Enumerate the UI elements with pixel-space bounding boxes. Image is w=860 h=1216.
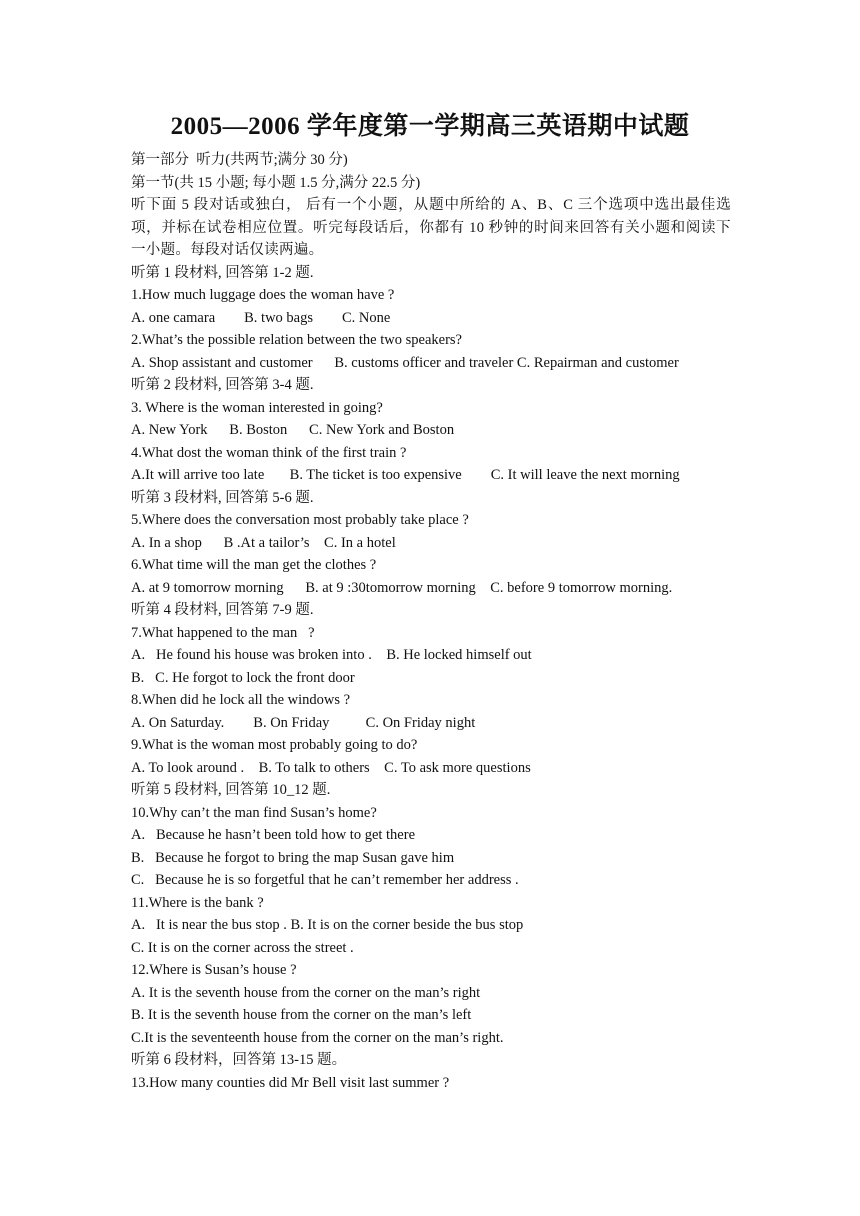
exam-title: 2005—2006 学年度第一学期高三英语期中试题 [170, 113, 690, 140]
text-line: 8.When did he lock all the windows ? [131, 692, 351, 708]
text-line: 10.Why can’t the man find Susan’s home? [131, 804, 377, 821]
text-line: 听第 3 段材料, 回答第 5-6 题. [131, 489, 314, 506]
text-line: 9.What is the woman most probably going to do? [131, 737, 418, 753]
text-line: 4.What dost the woman think of the first train ? [131, 444, 407, 461]
text-line: 12.Where is Susan’s house ? [131, 962, 297, 978]
text-line: C.It is the seventeenth house from the corner on the man’s right. [131, 1029, 504, 1046]
text-line: B. It is the seventh house from the corner on the man’s left [131, 1007, 472, 1023]
text-line: 13.How many counties did Mr Bell visit last summer ? [131, 1074, 450, 1091]
text-line: A. It is the seventh house from the corner on the man’s right [131, 984, 481, 1001]
text-line: A. On Saturday. B. On Friday C. On Friday night [131, 714, 476, 731]
part-heading: 第一部分 听力(共两节;满分 30 分) [131, 152, 348, 168]
text-line: 听第 5 段材料, 回答第 10_12 题. [131, 782, 331, 798]
exam-body [131, 149, 731, 1094]
text-line: A. It is near the bus stop . B. It is on the corner beside the bus stop [131, 917, 524, 933]
text-line: 7.What happened to the man ? [131, 624, 315, 641]
section-heading: 第一节(共 15 小题; 每小题 1.5 分,满分 22.5 分) [131, 174, 421, 191]
text-line: 听第 2 段材料, 回答第 3-4 题. [131, 377, 314, 393]
text-line: 听第 1 段材料, 回答第 1-2 题. [131, 264, 314, 281]
text-line: 听第 6 段材料，回答第 13-15 题。 [131, 1052, 347, 1068]
text-line: C. It is on the corner across the street . [131, 939, 354, 956]
text-line: A. one camara B. two bags C. None [131, 309, 391, 326]
text-line: A. To look around . B. To talk to others C. To ask more questions [131, 759, 531, 776]
text-line: 6.What time will the man get the clothes ? [131, 557, 377, 573]
text-line: 听第 4 段材料, 回答第 7-9 题. [131, 602, 314, 618]
text-line: A. Because he hasn’t been told how to get there [131, 827, 416, 843]
text-line: 2.What’s the possible relation between the two speakers? [131, 332, 462, 348]
text-line: A.It will arrive too late B. The ticket is too expensive C. It will leave the next morning [131, 467, 680, 483]
text-line: B. Because he forgot to bring the map Susan gave him [131, 849, 455, 866]
text-line: 1.How much luggage does the woman have ? [131, 287, 395, 303]
text-line: B. C. He forgot to lock the front door [131, 669, 355, 686]
text-line: A. Shop assistant and customer B. customs officer and traveler C. Repairman and customer [131, 354, 679, 371]
instructions-paragraph: 听下面 5 段对话或独白， 后有一个小题，从题中所给的 A、B、C 三个选项中选出最佳选项，并标在试卷相应位置。听完每段话后，你都有 10 秒钟的时间来回答有关小题和阅读下一小题。每段对话仅读两遍。 [131, 197, 731, 258]
text-line: 3. Where is the woman interested in going? [131, 399, 383, 416]
text-line: A. In a shop B .At a tailor’s C. In a hotel [131, 534, 396, 551]
text-line: A. New York B. Boston C. New York and Boston [131, 422, 455, 438]
text-line: C. Because he is so forgetful that he can’t remember her address . [131, 872, 519, 888]
text-line: 5.Where does the conversation most probably take place ? [131, 512, 469, 528]
text-line: A. He found his house was broken into . B. He locked himself out [131, 647, 532, 663]
text-line: A. at 9 tomorrow morning B. at 9 :30tomorrow morning C. before 9 tomorrow morning. [131, 579, 673, 596]
text-line: 11.Where is the bank ? [131, 894, 264, 911]
